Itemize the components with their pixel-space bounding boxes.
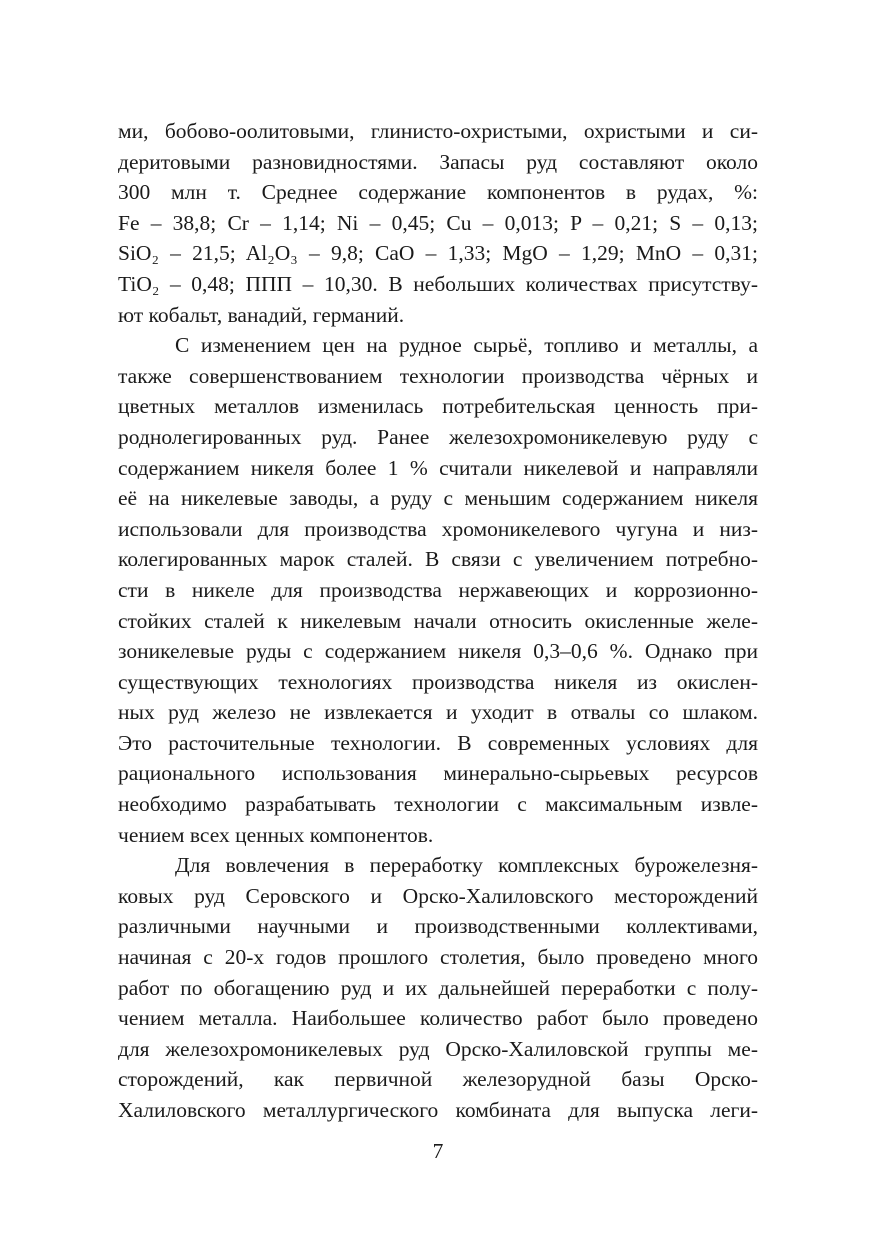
- text-line: зоникелевые руды с содержанием никеля 0,3–0,6 %. Однако при: [118, 639, 758, 664]
- text-line: необходимо разрабатывать технологии с максимальным извле-: [118, 792, 758, 817]
- text-line: использовали для производства хромоникелевого чугуна и низ-: [118, 516, 758, 541]
- text-line: роднолегированных руд. Ранее железохромоникелевую руду с: [118, 424, 758, 449]
- text-line: рационального использования минерально-сырьевых ресурсов: [118, 761, 758, 786]
- text-line: Это расточительные технологии. В современных условиях для: [118, 730, 758, 755]
- page-number: 7: [432, 1139, 444, 1163]
- text-line: колегированных марок сталей. В связи с увеличением потребно-: [118, 547, 758, 572]
- paragraph-1: [118, 116, 758, 330]
- text-line: чением металла. Наибольшее количество работ было проведено: [118, 1006, 758, 1031]
- text-line: сти в никеле для производства нержавеющих и коррозионно-: [118, 577, 758, 602]
- text-line: TiO₂ – 0,48; ППП – 10,30. В небольших количествах присутству-: [118, 271, 758, 296]
- paragraph-2: [118, 330, 758, 850]
- text-line: работ по обогащению руд и их дальнейшей переработки с полу-: [118, 975, 758, 1000]
- text-line: начиная с 20-х годов прошлого столетия, было проведено много: [118, 945, 758, 970]
- text-line: 300 млн т. Среднее содержание компонентов в рудах, %:: [118, 180, 758, 205]
- text-line: для железохромоникелевых руд Орско-Халиловской группы ме-: [118, 1036, 758, 1061]
- text-line: ют кобальт, ванадий, германий.: [118, 302, 405, 327]
- text-line: содержанием никеля более 1 % считали никелевой и направляли: [118, 455, 758, 480]
- text-line: SiO₂ – 21,5; Al₂O₃ – 9,8; CaO – 1,33; MgO – 1,29; MnO – 0,31;: [118, 241, 758, 266]
- text-line: чением всех ценных компонентов.: [118, 822, 434, 847]
- text-line: ми, бобово-оолитовыми, глинисто-охристыми, охристыми и си-: [118, 119, 758, 143]
- text-line: Халиловского металлургического комбината для выпуска леги-: [118, 1098, 758, 1122]
- text-line: С изменением цен на рудное сырьё, топливо и металлы, а: [175, 333, 758, 358]
- text-line: различными научными и производственными коллективами,: [118, 914, 758, 939]
- text-line: существующих технологиях производства никеля из окислен-: [118, 669, 758, 694]
- text-line: деритовыми разновидностями. Запасы руд составляют около: [118, 149, 758, 174]
- text-line: Для вовлечения в переработку комплексных бурожелезня-: [175, 853, 758, 878]
- page-body: [118, 116, 758, 1126]
- text-line: ных руд железо не извлекается и уходит в отвалы со шлаком.: [118, 700, 758, 725]
- paragraph-3: [118, 850, 758, 1125]
- text-line: стойких сталей к никелевым начали относить окисленные желе-: [118, 608, 758, 633]
- text-line: сторождений, как первичной железорудной базы Орско-: [118, 1067, 758, 1092]
- text-line: Fe – 38,8; Cr – 1,14; Ni – 0,45; Cu – 0,013; P – 0,21; S – 0,13;: [118, 210, 758, 235]
- text-line: также совершенствованием технологии производства чёрных и: [118, 363, 758, 388]
- text-line: цветных металлов изменилась потребительская ценность при-: [118, 394, 758, 419]
- text-line: её на никелевые заводы, а руду с меньшим содержанием никеля: [118, 486, 758, 511]
- text-line: ковых руд Серовского и Орско-Халиловского месторождений: [118, 883, 758, 908]
